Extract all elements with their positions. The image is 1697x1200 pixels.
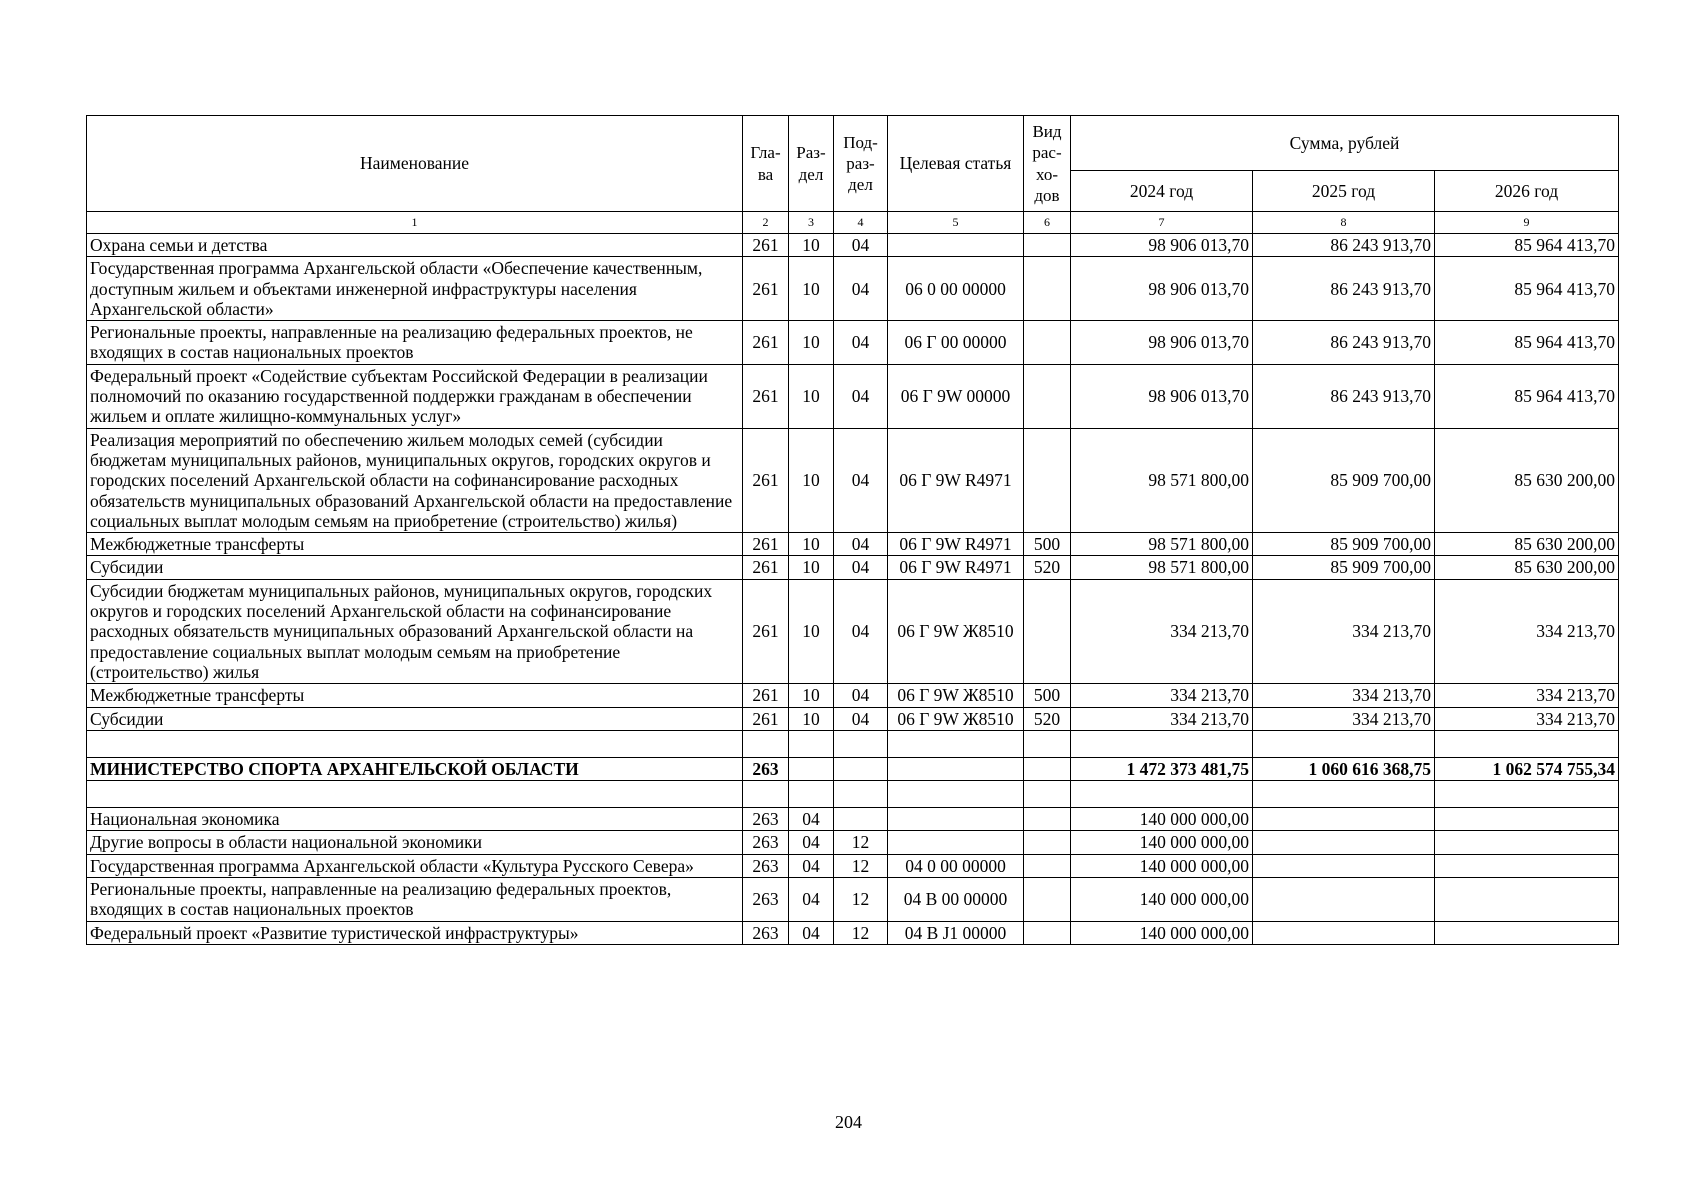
- cell-target: 04 0 00 00000: [888, 854, 1024, 877]
- cell-sum-2026: [1435, 831, 1619, 854]
- table-row: [87, 364, 1619, 428]
- cell-glava: [743, 781, 789, 808]
- cell-glava: 263: [743, 854, 789, 877]
- cell-sum-2025: 86 243 913,70: [1253, 321, 1435, 365]
- cell-target: [888, 757, 1024, 780]
- cell-sum-2026: 334 213,70: [1435, 579, 1619, 683]
- cell-target: 06 Г 9W Ж8510: [888, 579, 1024, 683]
- cell-target: 06 Г 9W R4971: [888, 533, 1024, 556]
- cell-glava: 261: [743, 234, 789, 257]
- cell-target: 06 Г 9W 00000: [888, 364, 1024, 428]
- cell-sum-2025: [1253, 808, 1435, 831]
- cell-glava: 261: [743, 364, 789, 428]
- cell-target: [888, 730, 1024, 757]
- cell-glava: 261: [743, 556, 789, 579]
- cell-vid: [1024, 781, 1071, 808]
- column-number: 7: [1071, 212, 1253, 234]
- cell-name: [87, 730, 743, 757]
- cell-razdel: 10: [789, 234, 834, 257]
- table-row: [87, 234, 1619, 257]
- cell-sum-2025: [1253, 921, 1435, 944]
- table-row: [87, 684, 1619, 707]
- cell-glava: [743, 730, 789, 757]
- cell-name: Субсидии: [87, 707, 743, 730]
- cell-name: Субсидии бюджетам муниципальных районов, муниципальных округов, городских округов и городских поселений Архангельской области на софинансирование расходных обязательств муниципальных образований Архангельской области на предоставление социальных выплат молодым семьям на приобретение (строительство) жилья: [87, 579, 743, 683]
- cell-sum-2026: 334 213,70: [1435, 707, 1619, 730]
- cell-name: Другие вопросы в области национальной экономики: [87, 831, 743, 854]
- cell-sum-2025: 1 060 616 368,75: [1253, 757, 1435, 780]
- cell-razdel: 10: [789, 684, 834, 707]
- cell-podrazdel: 12: [834, 854, 888, 877]
- header-target: Целевая статья: [888, 116, 1024, 212]
- header-vid: Вид рас-хо-дов: [1024, 116, 1071, 212]
- cell-sum-2026: 85 630 200,00: [1435, 428, 1619, 532]
- cell-sum-2024: 98 906 013,70: [1071, 234, 1253, 257]
- cell-name: Охрана семьи и детства: [87, 234, 743, 257]
- cell-name: Государственная программа Архангельской области «Культура Русского Севера»: [87, 854, 743, 877]
- cell-glava: 263: [743, 921, 789, 944]
- header-2024: 2024 год: [1071, 171, 1253, 212]
- cell-name: Федеральный проект «Развитие туристической инфраструктуры»: [87, 921, 743, 944]
- column-number: 9: [1435, 212, 1619, 234]
- cell-vid: 500: [1024, 533, 1071, 556]
- cell-razdel: [789, 781, 834, 808]
- column-number: 4: [834, 212, 888, 234]
- cell-razdel: 04: [789, 921, 834, 944]
- cell-sum-2026: [1435, 808, 1619, 831]
- cell-sum-2024: 1 472 373 481,75: [1071, 757, 1253, 780]
- cell-sum-2026: [1435, 921, 1619, 944]
- cell-target: [888, 781, 1024, 808]
- cell-sum-2024: 334 213,70: [1071, 579, 1253, 683]
- cell-sum-2025: 334 213,70: [1253, 684, 1435, 707]
- cell-vid: [1024, 757, 1071, 780]
- cell-podrazdel: 04: [834, 364, 888, 428]
- table-row: [87, 808, 1619, 831]
- header-podrazdel: Под-раз-дел: [834, 116, 888, 212]
- cell-sum-2026: [1435, 781, 1619, 808]
- cell-vid: [1024, 878, 1071, 922]
- cell-sum-2026: 85 630 200,00: [1435, 556, 1619, 579]
- cell-sum-2026: 85 964 413,70: [1435, 364, 1619, 428]
- cell-glava: 261: [743, 428, 789, 532]
- cell-podrazdel: 04: [834, 533, 888, 556]
- cell-podrazdel: 04: [834, 579, 888, 683]
- cell-sum-2025: 86 243 913,70: [1253, 364, 1435, 428]
- cell-name: Субсидии: [87, 556, 743, 579]
- cell-sum-2025: 85 909 700,00: [1253, 428, 1435, 532]
- cell-podrazdel: 04: [834, 707, 888, 730]
- column-number: 8: [1253, 212, 1435, 234]
- cell-name: Федеральный проект «Содействие субъектам Российской Федерации в реализации полномочий по оказанию государственной поддержки гражданам в обеспечении жильем и оплате жилищно-коммунальных услуг»: [87, 364, 743, 428]
- cell-podrazdel: 04: [834, 257, 888, 321]
- cell-target: 06 Г 9W Ж8510: [888, 707, 1024, 730]
- cell-target: [888, 808, 1024, 831]
- cell-razdel: 10: [789, 533, 834, 556]
- cell-razdel: 10: [789, 257, 834, 321]
- cell-sum-2024: 140 000 000,00: [1071, 854, 1253, 877]
- cell-glava: 261: [743, 257, 789, 321]
- cell-sum-2026: 85 964 413,70: [1435, 321, 1619, 365]
- cell-podrazdel: 12: [834, 878, 888, 922]
- table-row: [87, 579, 1619, 683]
- cell-podrazdel: 04: [834, 234, 888, 257]
- page-number: 204: [835, 1112, 862, 1132]
- column-number: 5: [888, 212, 1024, 234]
- cell-target: 06 0 00 00000: [888, 257, 1024, 321]
- cell-vid: [1024, 808, 1071, 831]
- cell-target: 06 Г 9W R4971: [888, 556, 1024, 579]
- cell-glava: 261: [743, 579, 789, 683]
- cell-razdel: [789, 730, 834, 757]
- cell-glava: 263: [743, 757, 789, 780]
- cell-razdel: 10: [789, 707, 834, 730]
- cell-vid: [1024, 579, 1071, 683]
- empty-row: [87, 730, 1619, 757]
- cell-target: 06 Г 9W Ж8510: [888, 684, 1024, 707]
- cell-sum-2024: 140 000 000,00: [1071, 878, 1253, 922]
- table-row: [87, 878, 1619, 922]
- header-2026: 2026 год: [1435, 171, 1619, 212]
- table-row: [87, 831, 1619, 854]
- cell-glava: 263: [743, 831, 789, 854]
- cell-vid: [1024, 321, 1071, 365]
- table-row: [87, 757, 1619, 780]
- table-row: [87, 428, 1619, 532]
- cell-name: [87, 781, 743, 808]
- table-row: [87, 707, 1619, 730]
- cell-vid: [1024, 730, 1071, 757]
- cell-target: 04 В 00 00000: [888, 878, 1024, 922]
- cell-podrazdel: 04: [834, 428, 888, 532]
- table-row: [87, 854, 1619, 877]
- header-sum: Сумма, рублей: [1071, 116, 1619, 171]
- cell-podrazdel: 12: [834, 831, 888, 854]
- cell-sum-2024: 334 213,70: [1071, 684, 1253, 707]
- table-row: [87, 921, 1619, 944]
- cell-glava: 261: [743, 533, 789, 556]
- cell-sum-2024: [1071, 781, 1253, 808]
- cell-sum-2024: [1071, 730, 1253, 757]
- cell-vid: [1024, 854, 1071, 877]
- cell-sum-2025: 334 213,70: [1253, 707, 1435, 730]
- cell-razdel: 10: [789, 364, 834, 428]
- cell-name: Государственная программа Архангельской области «Обеспечение качественным, доступным жильем и объектами инженерной инфраструктуры населения Архангельской области»: [87, 257, 743, 321]
- cell-podrazdel: 12: [834, 921, 888, 944]
- table-row: [87, 556, 1619, 579]
- cell-podrazdel: 04: [834, 556, 888, 579]
- table-row: [87, 257, 1619, 321]
- cell-vid: [1024, 257, 1071, 321]
- column-number: 1: [87, 212, 743, 234]
- cell-razdel: 10: [789, 321, 834, 365]
- cell-sum-2025: [1253, 781, 1435, 808]
- cell-target: [888, 234, 1024, 257]
- cell-vid: 520: [1024, 556, 1071, 579]
- cell-vid: [1024, 921, 1071, 944]
- cell-sum-2026: 85 964 413,70: [1435, 234, 1619, 257]
- cell-sum-2025: [1253, 878, 1435, 922]
- cell-sum-2025: 334 213,70: [1253, 579, 1435, 683]
- cell-sum-2025: [1253, 831, 1435, 854]
- cell-vid: [1024, 831, 1071, 854]
- cell-glava: 261: [743, 321, 789, 365]
- cell-podrazdel: 04: [834, 684, 888, 707]
- cell-sum-2026: 334 213,70: [1435, 684, 1619, 707]
- cell-name: Национальная экономика: [87, 808, 743, 831]
- header-2025: 2025 год: [1253, 171, 1435, 212]
- cell-sum-2026: 85 964 413,70: [1435, 257, 1619, 321]
- cell-razdel: 10: [789, 556, 834, 579]
- column-number-row: [87, 212, 1619, 234]
- column-number: 6: [1024, 212, 1071, 234]
- column-number: 3: [789, 212, 834, 234]
- cell-sum-2025: 85 909 700,00: [1253, 556, 1435, 579]
- cell-vid: [1024, 428, 1071, 532]
- empty-row: [87, 781, 1619, 808]
- cell-sum-2024: 98 906 013,70: [1071, 321, 1253, 365]
- cell-podrazdel: [834, 808, 888, 831]
- cell-razdel: 10: [789, 428, 834, 532]
- header-glava: Гла-ва: [743, 116, 789, 212]
- cell-sum-2026: 1 062 574 755,34: [1435, 757, 1619, 780]
- cell-name: Межбюджетные трансферты: [87, 684, 743, 707]
- cell-name: Реализация мероприятий по обеспечению жильем молодых семей (субсидии бюджетам муниципальных районов, муниципальных округов, городских округов и городских поселений Архангельской области на софинансирование расходных обязательств муниципальных образований Архангельской области на предоставление социальных выплат молодым семьям на приобретение (строительство) жилья): [87, 428, 743, 532]
- cell-sum-2024: 98 571 800,00: [1071, 533, 1253, 556]
- cell-razdel: 04: [789, 854, 834, 877]
- cell-sum-2024: 98 906 013,70: [1071, 257, 1253, 321]
- cell-sum-2024: 140 000 000,00: [1071, 831, 1253, 854]
- cell-glava: 263: [743, 878, 789, 922]
- cell-sum-2026: [1435, 854, 1619, 877]
- cell-name: Региональные проекты, направленные на реализацию федеральных проектов, не входящих в состав национальных проектов: [87, 321, 743, 365]
- cell-podrazdel: [834, 757, 888, 780]
- cell-sum-2025: 86 243 913,70: [1253, 234, 1435, 257]
- cell-sum-2024: 334 213,70: [1071, 707, 1253, 730]
- cell-target: 06 Г 00 00000: [888, 321, 1024, 365]
- cell-name: МИНИСТЕРСТВО СПОРТА АРХАНГЕЛЬСКОЙ ОБЛАСТИ: [87, 757, 743, 780]
- table-row: [87, 321, 1619, 365]
- cell-glava: 261: [743, 684, 789, 707]
- cell-sum-2025: [1253, 854, 1435, 877]
- cell-target: 04 В J1 00000: [888, 921, 1024, 944]
- cell-vid: 520: [1024, 707, 1071, 730]
- cell-sum-2025: 85 909 700,00: [1253, 533, 1435, 556]
- cell-sum-2024: 140 000 000,00: [1071, 921, 1253, 944]
- cell-podrazdel: [834, 730, 888, 757]
- cell-podrazdel: [834, 781, 888, 808]
- cell-vid: [1024, 364, 1071, 428]
- cell-glava: 261: [743, 707, 789, 730]
- cell-razdel: 10: [789, 579, 834, 683]
- cell-razdel: 04: [789, 878, 834, 922]
- cell-sum-2025: 86 243 913,70: [1253, 257, 1435, 321]
- cell-sum-2026: 85 630 200,00: [1435, 533, 1619, 556]
- cell-razdel: 04: [789, 831, 834, 854]
- cell-vid: 500: [1024, 684, 1071, 707]
- cell-sum-2026: [1435, 730, 1619, 757]
- cell-sum-2024: 98 906 013,70: [1071, 364, 1253, 428]
- cell-glava: 263: [743, 808, 789, 831]
- header-razdel: Раз-дел: [789, 116, 834, 212]
- cell-sum-2024: 98 571 800,00: [1071, 428, 1253, 532]
- cell-sum-2025: [1253, 730, 1435, 757]
- budget-table: [86, 115, 1619, 945]
- header-name: Наименование: [87, 116, 743, 212]
- cell-name: Межбюджетные трансферты: [87, 533, 743, 556]
- column-number: 2: [743, 212, 789, 234]
- budget-table-body: [87, 234, 1619, 945]
- cell-sum-2024: 98 571 800,00: [1071, 556, 1253, 579]
- table-row: [87, 533, 1619, 556]
- cell-sum-2024: 140 000 000,00: [1071, 808, 1253, 831]
- cell-razdel: 04: [789, 808, 834, 831]
- cell-target: 06 Г 9W R4971: [888, 428, 1024, 532]
- cell-vid: [1024, 234, 1071, 257]
- cell-podrazdel: 04: [834, 321, 888, 365]
- cell-target: [888, 831, 1024, 854]
- cell-sum-2026: [1435, 878, 1619, 922]
- cell-razdel: [789, 757, 834, 780]
- cell-name: Региональные проекты, направленные на реализацию федеральных проектов, входящих в состав национальных проектов: [87, 878, 743, 922]
